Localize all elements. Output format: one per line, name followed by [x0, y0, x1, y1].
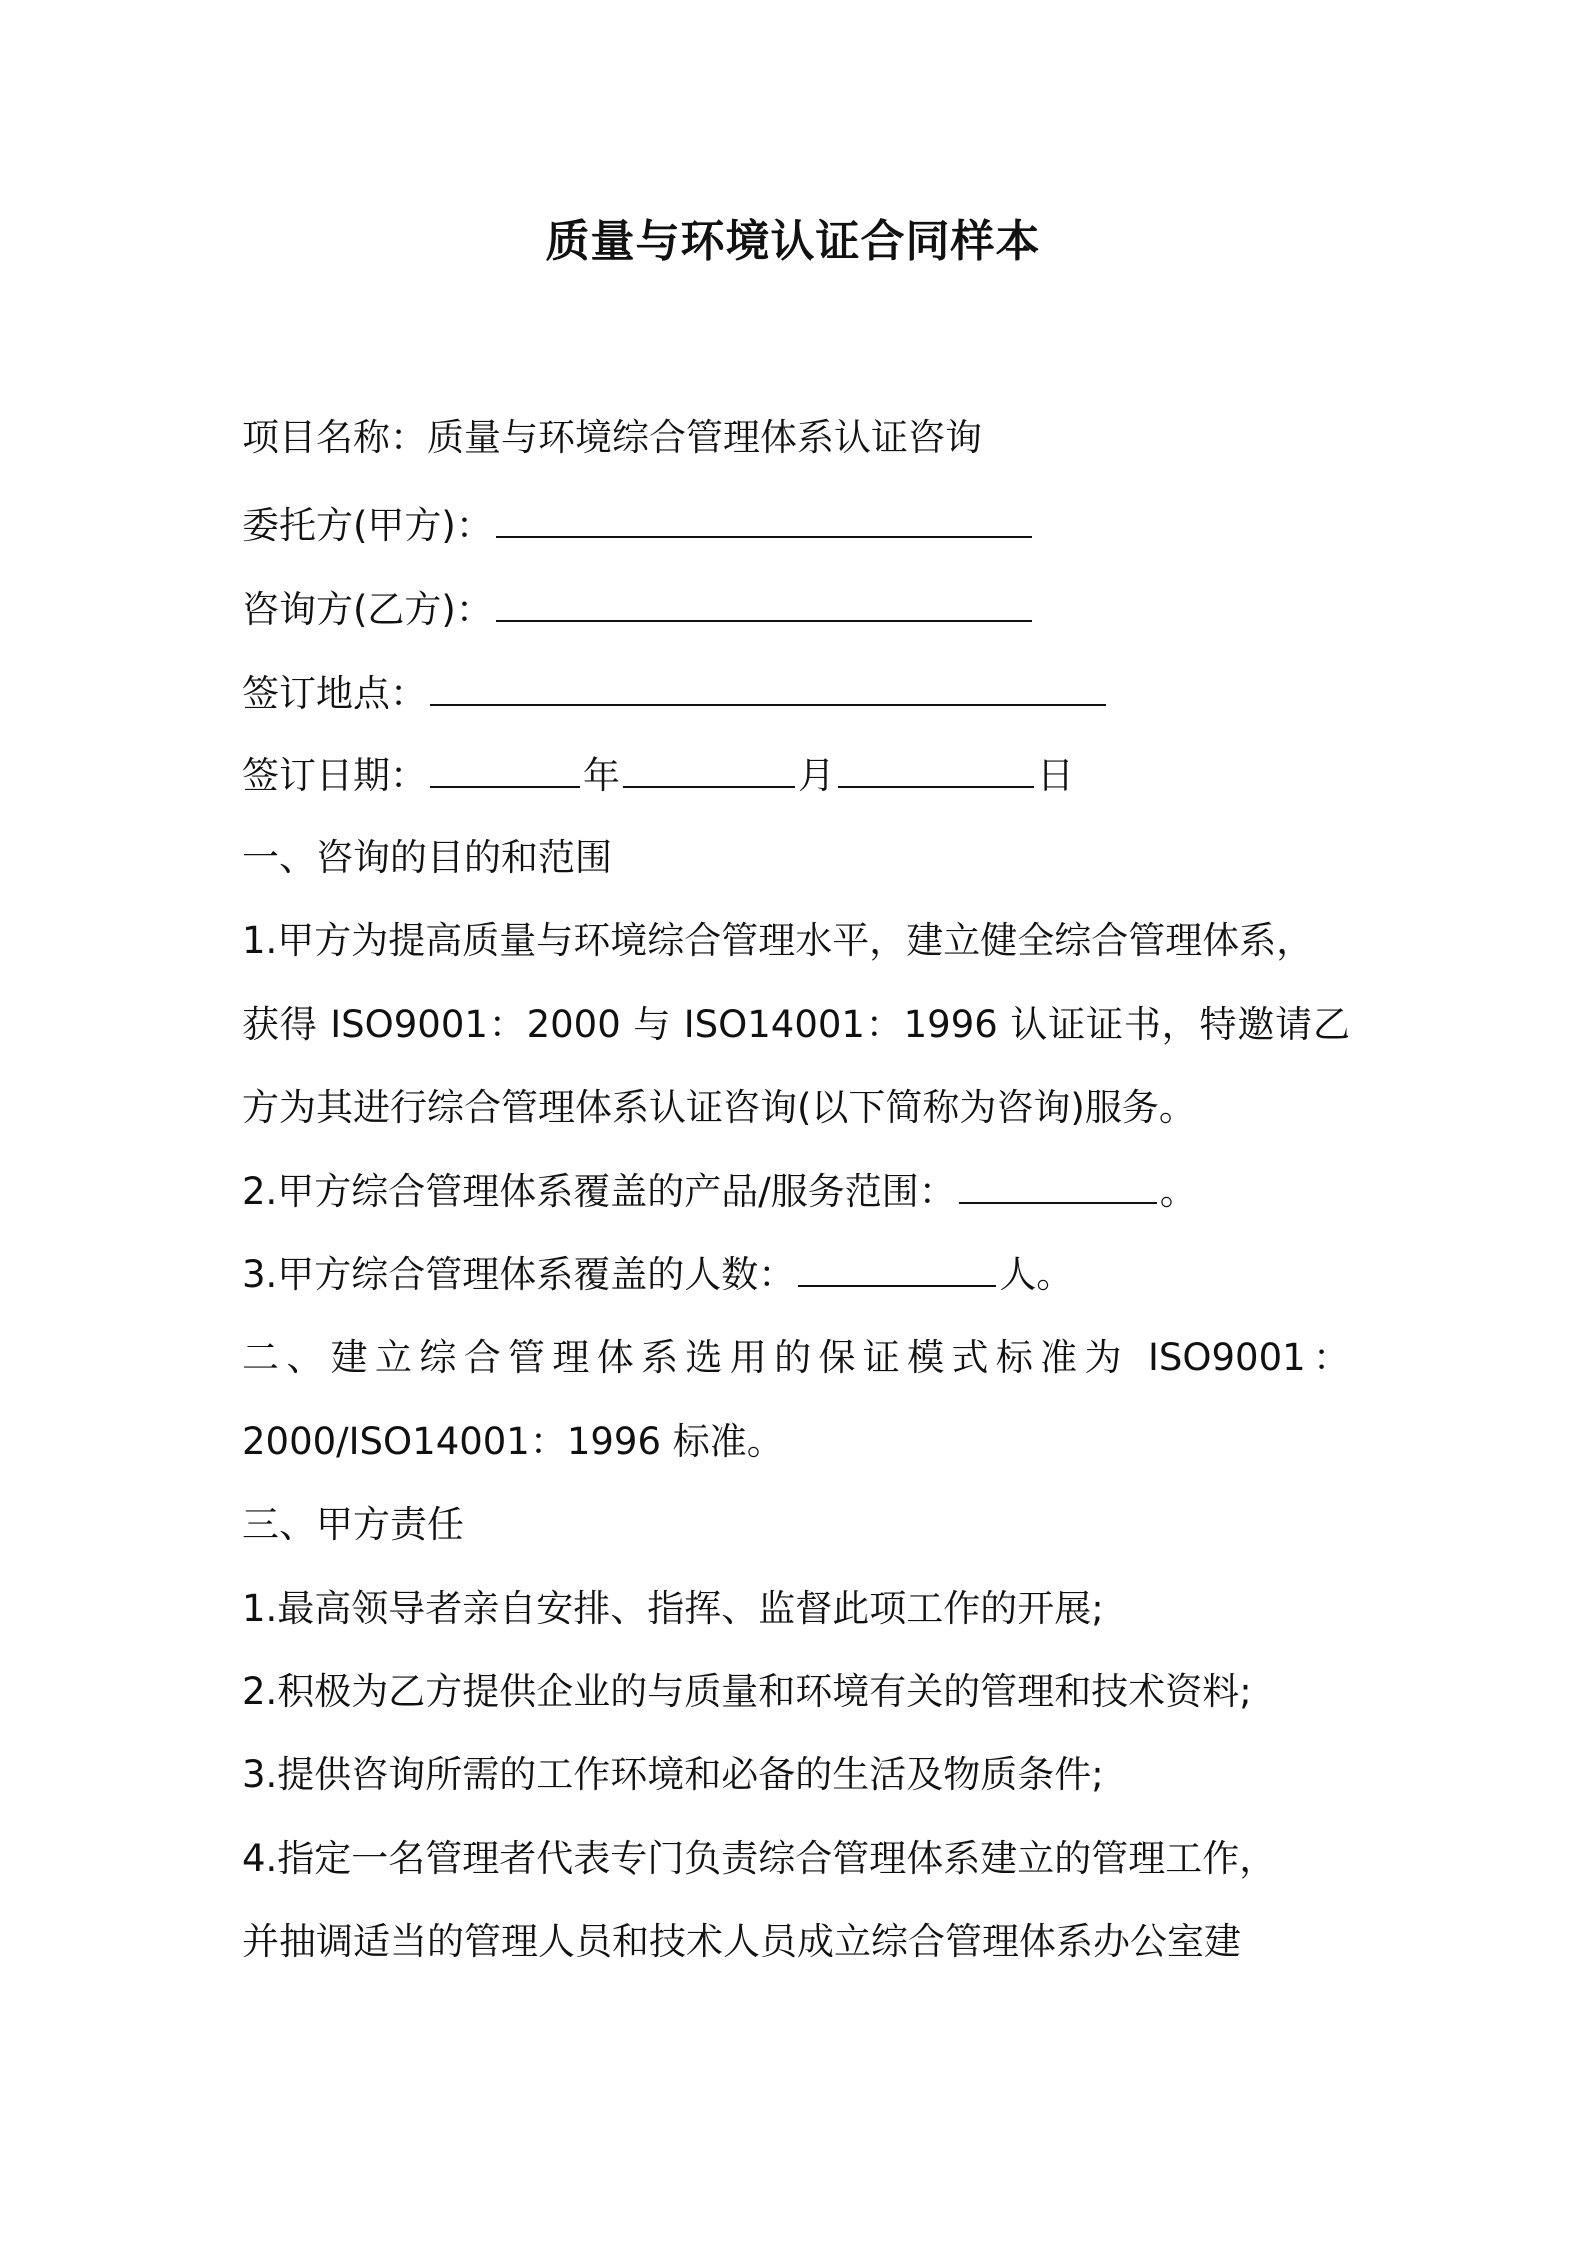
- consultant-label: 咨询方(乙方)：: [242, 588, 493, 631]
- section-2-line-2: 2000/ISO14001：1996 标准。: [242, 1420, 784, 1463]
- date-month-text: 月: [798, 754, 835, 797]
- project-name-line: 项目名称：质量与环境综合管理体系认证咨询: [242, 416, 982, 459]
- section-3-item-1: 1.最高领导者亲自安排、指挥、监督此项工作的开展;: [242, 1587, 1104, 1630]
- section-2-line-1: 二、建立综合管理体系选用的保证模式标准为 ISO9001：: [242, 1336, 1350, 1379]
- document-title: 质量与环境认证合同样本: [545, 216, 1041, 267]
- section-3-item-4-line-1: 4.指定一名管理者代表专门负责综合管理体系建立的管理工作，: [242, 1837, 1277, 1880]
- section-1-paragraph-3-text: 3.甲方综合管理体系覆盖的人数：: [242, 1253, 796, 1296]
- scope-blank: [959, 1172, 1157, 1204]
- section-1-paragraph-1-line-2: 获得 ISO9001：2000 与 ISO14001：1996 认证证书，特邀请乙: [242, 1003, 1350, 1046]
- client-label: 委托方(甲方)：: [242, 504, 493, 547]
- date-line: [242, 750, 1074, 802]
- consultant-line: [242, 584, 1035, 636]
- date-label: 签订日期：: [242, 754, 427, 797]
- section-3-heading: 三、甲方责任: [242, 1503, 464, 1546]
- headcount-blank: [798, 1255, 996, 1287]
- section-1-paragraph-2-end: 。: [1159, 1170, 1197, 1213]
- date-year-text: 年: [583, 754, 620, 797]
- place-label: 签订地点：: [242, 672, 427, 715]
- date-year-blank: [430, 756, 580, 788]
- client-line: [242, 500, 1035, 552]
- date-day-text: 日: [1037, 754, 1074, 797]
- consultant-blank: [496, 590, 1032, 622]
- section-1-paragraph-2: [242, 1166, 1197, 1218]
- section-3-item-2: 2.积极为乙方提供企业的与质量和环境有关的管理和技术资料;: [242, 1670, 1252, 1713]
- section-1-heading: 一、咨询的目的和范围: [242, 836, 612, 879]
- date-day-blank: [838, 756, 1034, 788]
- place-blank: [430, 674, 1106, 706]
- section-3-item-3: 3.提供咨询所需的工作环境和必备的生活及物质条件;: [242, 1753, 1104, 1796]
- section-1-paragraph-1-line-1: 1.甲方为提高质量与环境综合管理水平，建立健全综合管理体系，: [242, 919, 1314, 962]
- section-1-paragraph-3-end: 人。: [999, 1253, 1074, 1296]
- section-1-paragraph-1-line-3: 方为其进行综合管理体系认证咨询(以下简称为咨询)服务。: [242, 1086, 1196, 1129]
- section-1-paragraph-2-text: 2.甲方综合管理体系覆盖的产品/服务范围：: [242, 1170, 956, 1213]
- place-line: [242, 668, 1109, 720]
- client-blank: [496, 506, 1032, 538]
- date-month-blank: [623, 756, 795, 788]
- section-3-item-4-line-2: 并抽调适当的管理人员和技术人员成立综合管理体系办公室建: [242, 1920, 1241, 1963]
- section-1-paragraph-3: [242, 1249, 1073, 1301]
